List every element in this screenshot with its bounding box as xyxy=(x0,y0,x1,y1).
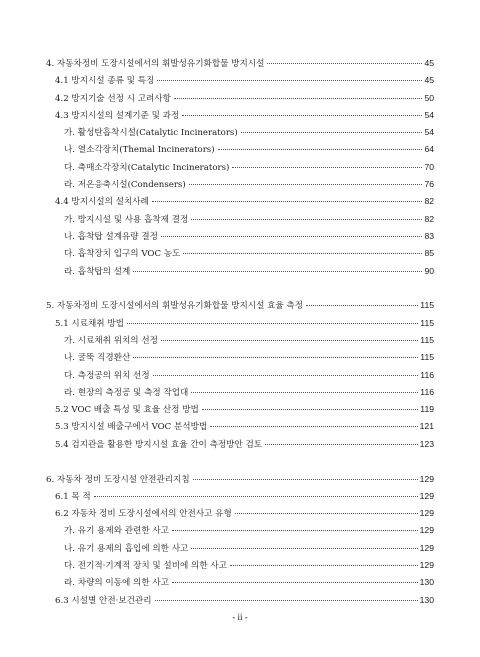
toc-entry-level-3[interactable] xyxy=(46,263,434,280)
table-of-contents xyxy=(46,55,434,609)
toc-entry-title: 다. 측정공의 위치 선정 xyxy=(64,370,150,381)
dot-leader xyxy=(218,148,423,150)
dot-leader xyxy=(189,183,423,185)
toc-entry-page-number: 90 xyxy=(424,265,434,276)
toc-entry-title: 라. 차량의 이동에 의한 사고 xyxy=(64,578,169,589)
toc-entry-title: 4.4 방지시설의 설치사례 xyxy=(55,197,149,208)
toc-entry-title: 라. 흡착탑의 설계 xyxy=(64,266,131,277)
toc-entry-title: 4.3 방지시설의 설계기준 및 과정 xyxy=(55,110,180,121)
toc-entry-title: 나. 유기 용제의 흡입에 의한 사고 xyxy=(64,543,189,554)
dot-leader xyxy=(235,512,418,514)
toc-entry-level-3[interactable] xyxy=(46,228,434,245)
section-gap xyxy=(46,453,434,471)
toc-entry-level-1[interactable] xyxy=(46,471,434,488)
dot-leader xyxy=(232,166,422,168)
toc-entry-title: 나. 굴뚝 직경환산 xyxy=(64,353,131,364)
page-footer-number: - ii - xyxy=(232,612,248,622)
toc-entry-title: 라. 저온응축시설(Condensers) xyxy=(64,180,186,191)
toc-entry-page-number: 129 xyxy=(419,525,434,536)
toc-entry-level-2[interactable] xyxy=(46,90,434,107)
toc-entry-level-2[interactable] xyxy=(46,505,434,522)
toc-entry-level-2[interactable] xyxy=(46,72,434,89)
dot-leader xyxy=(133,356,418,358)
toc-entry-title: 라. 현장의 측정공 및 측정 작업대 xyxy=(64,387,189,398)
toc-entry-page-number: 45 xyxy=(424,75,434,86)
dot-leader xyxy=(191,218,422,220)
toc-entry-page-number: 129 xyxy=(419,490,434,501)
toc-entry-page-number: 50 xyxy=(424,92,434,103)
toc-entry-page-number: 129 xyxy=(419,473,434,484)
toc-entry-page-number: 129 xyxy=(419,508,434,519)
toc-entry-page-number: 82 xyxy=(424,213,434,224)
toc-entry-level-3[interactable] xyxy=(46,367,434,384)
dot-leader xyxy=(265,443,418,445)
dot-leader xyxy=(133,270,422,272)
toc-entry-page-number: 54 xyxy=(424,109,434,120)
toc-entry-title: 4.2 방지기술 선정 시 고려사항 xyxy=(55,93,171,104)
toc-entry-title: 5.2 VOC 배출 특성 및 효율 산정 방법 xyxy=(55,405,199,416)
toc-entry-page-number: 116 xyxy=(420,369,434,380)
dot-leader xyxy=(191,547,417,549)
toc-entry-level-2[interactable] xyxy=(46,107,434,124)
toc-entry-page-number: 115 xyxy=(420,317,434,328)
toc-entry-level-2[interactable] xyxy=(46,315,434,332)
toc-entry-level-2[interactable] xyxy=(46,193,434,210)
toc-entry-page-number: 115 xyxy=(420,334,434,345)
dot-leader xyxy=(182,114,422,116)
dot-leader xyxy=(183,252,422,254)
toc-entry-title: 6. 자동차 정비 도장시설 안전관리지침 xyxy=(46,474,190,485)
toc-entry-page-number: 119 xyxy=(420,404,434,415)
toc-entry-title: 5. 자동차정비 도장시설에서의 휘발성유기화합물 방지시설 효율 측정 xyxy=(46,301,304,312)
toc-entry-title: 다. 흡착장치 입구의 VOC 농도 xyxy=(64,249,181,260)
toc-entry-page-number: 85 xyxy=(424,248,434,259)
toc-entry-level-2[interactable] xyxy=(46,401,434,418)
toc-entry-page-number: 64 xyxy=(424,144,434,155)
toc-entry-level-2[interactable] xyxy=(46,488,434,505)
toc-entry-page-number: 129 xyxy=(419,542,434,553)
toc-entry-title: 6.3 시설별 안전·보건관리 xyxy=(55,595,152,606)
toc-entry-title: 6.2 자동차 정비 도장시설에서의 안전사고 유형 xyxy=(55,509,232,520)
toc-entry-level-3[interactable] xyxy=(46,557,434,574)
toc-entry-level-3[interactable] xyxy=(46,159,434,176)
toc-entry-level-3[interactable] xyxy=(46,141,434,158)
section-gap xyxy=(46,280,434,298)
toc-entry-title: 5.4 검지관을 활용한 방지시설 효율 간이 측정방안 검토 xyxy=(55,439,263,450)
toc-entry-page-number: 121 xyxy=(419,421,434,432)
dot-leader xyxy=(241,131,423,133)
toc-entry-page-number: 76 xyxy=(424,179,434,190)
toc-entry-page-number: 115 xyxy=(420,352,434,363)
toc-entry-level-2[interactable] xyxy=(46,592,434,609)
toc-entry-level-1[interactable] xyxy=(46,55,434,72)
toc-entry-level-3[interactable] xyxy=(46,522,434,539)
toc-entry-level-3[interactable] xyxy=(46,245,434,262)
toc-entry-page-number: 70 xyxy=(424,161,434,172)
toc-entry-level-3[interactable] xyxy=(46,349,434,366)
toc-entry-page-number: 130 xyxy=(419,594,434,605)
toc-entry-level-3[interactable] xyxy=(46,176,434,193)
toc-entry-level-3[interactable] xyxy=(46,540,434,557)
toc-entry-level-3[interactable] xyxy=(46,574,434,591)
dot-leader xyxy=(306,304,418,306)
toc-entry-page-number: 45 xyxy=(424,58,434,68)
toc-entry-title: 4. 자동차정비 도장시설에서의 휘발성유기화합물 방지시설 xyxy=(46,59,265,69)
toc-entry-title: 다. 축매소각장치(Catalytic Incinerators) xyxy=(64,162,230,173)
dot-leader xyxy=(161,235,422,237)
toc-entry-page-number: 116 xyxy=(420,386,434,397)
toc-entry-title: 6.1 목 적 xyxy=(55,491,91,502)
toc-entry-level-2[interactable] xyxy=(46,418,434,435)
toc-entry-page-number: 123 xyxy=(419,438,434,449)
dot-leader xyxy=(153,374,419,376)
dot-leader xyxy=(191,391,418,393)
dot-leader xyxy=(172,529,418,531)
toc-entry-level-2[interactable] xyxy=(46,436,434,453)
toc-entry-page-number: 130 xyxy=(419,577,434,588)
toc-entry-level-1[interactable] xyxy=(46,297,434,314)
dot-leader xyxy=(230,564,418,566)
toc-entry-title: 가. 시료채취 위치의 선정 xyxy=(64,335,158,346)
dot-leader xyxy=(210,425,417,427)
toc-entry-level-3[interactable] xyxy=(46,211,434,228)
dot-leader xyxy=(161,339,418,341)
dot-leader xyxy=(267,62,422,64)
dot-leader xyxy=(174,97,423,99)
dot-leader xyxy=(193,478,418,480)
toc-entry-title: 다. 전기적·기계적 장치 및 설비에 의한 사고 xyxy=(64,561,227,572)
toc-entry-page-number: 129 xyxy=(419,560,434,571)
toc-entry-level-3[interactable] xyxy=(46,384,434,401)
toc-entry-level-3[interactable] xyxy=(46,124,434,141)
toc-entry-title: 나. 흡착탑 설계유량 결정 xyxy=(64,231,158,242)
dot-leader xyxy=(157,79,422,81)
dot-leader xyxy=(94,495,418,497)
toc-entry-level-3[interactable] xyxy=(46,332,434,349)
toc-entry-page-number: 115 xyxy=(420,300,434,311)
toc-entry-title: 5.3 방지시설 배출구에서 VOC 분석방법 xyxy=(55,422,208,433)
toc-entry-title: 가. 활성탄흡착시설(Catalytic Incinerators) xyxy=(64,128,238,139)
toc-entry-page-number: 82 xyxy=(424,196,434,207)
dot-leader xyxy=(202,408,419,410)
dot-leader xyxy=(152,200,423,202)
toc-entry-title: 가. 유기 용제와 관련한 사고 xyxy=(64,526,169,537)
toc-entry-title: 5.1 시료채취 방법 xyxy=(55,318,124,329)
toc-entry-page-number: 83 xyxy=(424,230,434,241)
dot-leader xyxy=(127,322,418,324)
dot-leader xyxy=(155,599,418,601)
toc-entry-title: 가. 방지시설 및 사용 흡착제 결정 xyxy=(64,214,189,225)
toc-entry-title: 나. 열소각장치(Themal Incinerators) xyxy=(64,145,215,156)
dot-leader xyxy=(172,581,418,583)
toc-entry-title: 4.1 방지시설 종류 및 특징 xyxy=(55,76,155,87)
toc-entry-page-number: 54 xyxy=(424,127,434,138)
